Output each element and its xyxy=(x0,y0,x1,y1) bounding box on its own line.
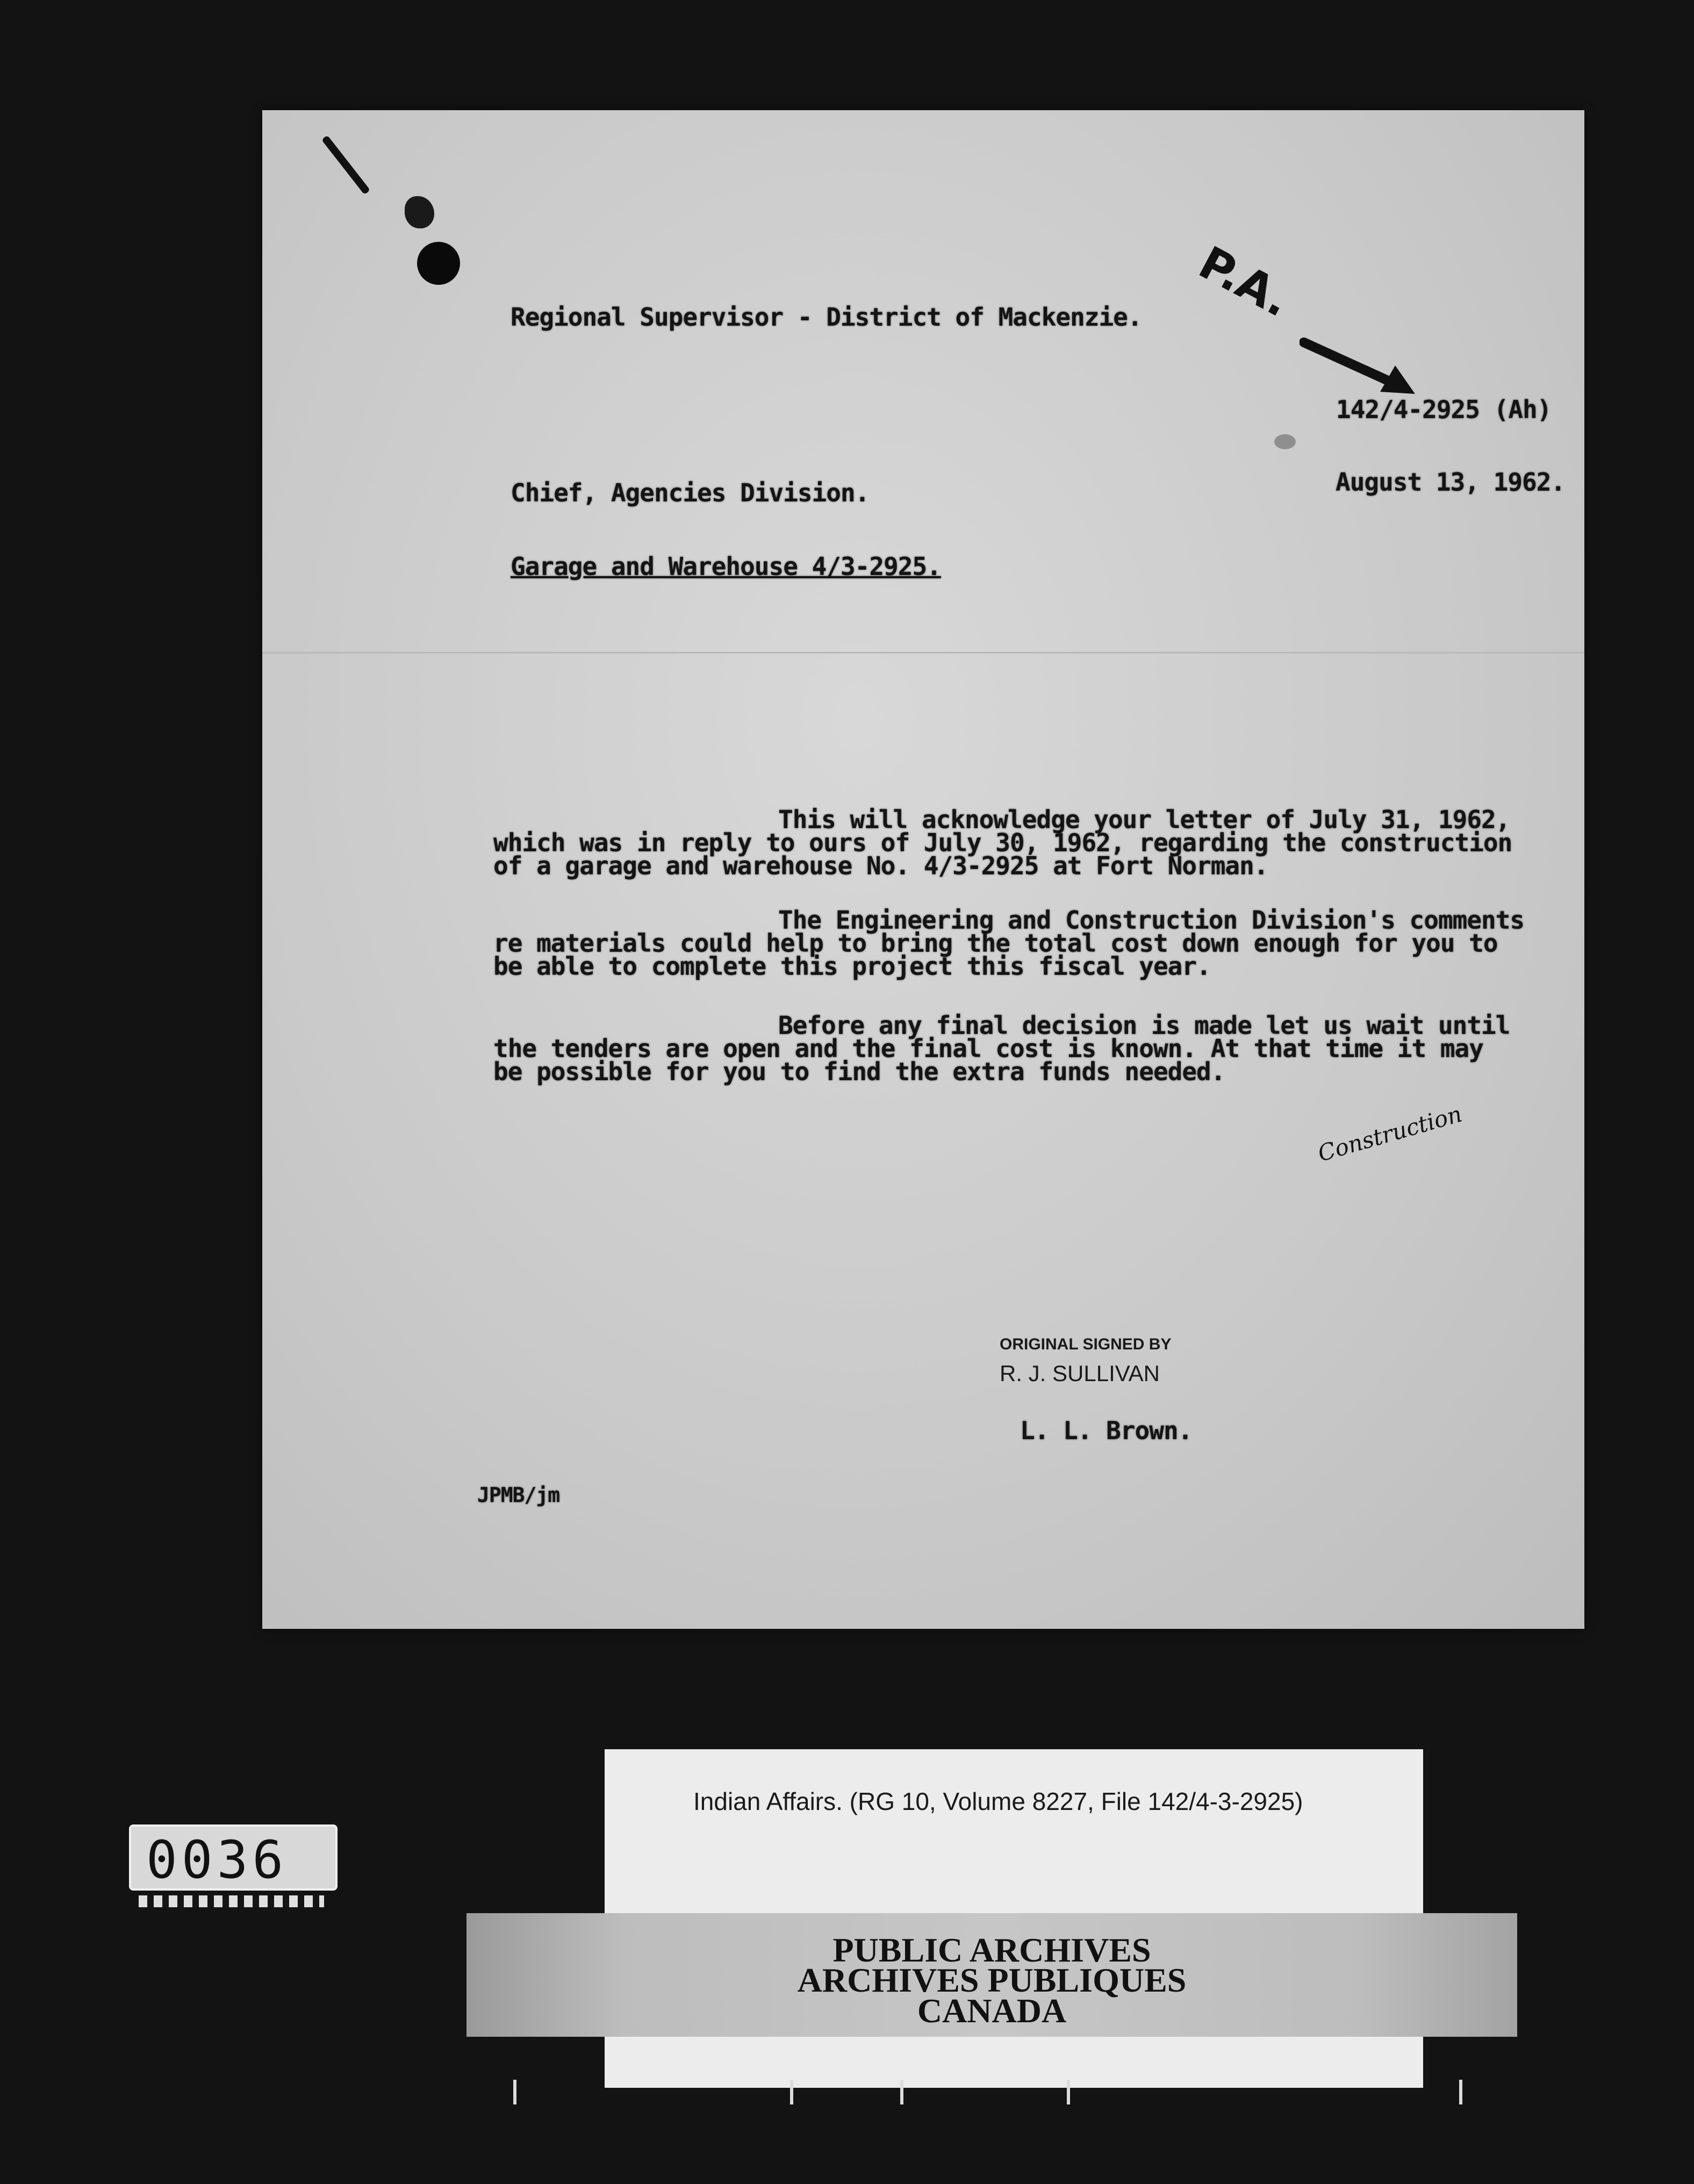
handwritten-annotation: Construction xyxy=(1315,1100,1465,1167)
film-edge-mark xyxy=(1459,2080,1462,2104)
sender-line: Chief, Agencies Division. xyxy=(511,478,870,507)
paragraph-2-line-2: re materials could help to bring the total cost down enough for you to xyxy=(493,929,1498,958)
signature-stamp-name: R. J. SULLIVAN xyxy=(1000,1361,1160,1386)
punch-hole xyxy=(417,242,460,285)
archive-stamp-line-3: CANADA xyxy=(917,1992,1067,2030)
letter-date: August 13, 1962. xyxy=(1336,468,1566,497)
pa-stamp: P.A. xyxy=(1190,236,1300,327)
frame-counter-value: 0036 xyxy=(146,1830,288,1890)
archive-citation: Indian Affairs. (RG 10, Volume 8227, File 142/4-3-2925) xyxy=(693,1787,1303,1815)
archive-stamp-line-1: PUBLIC ARCHIVES xyxy=(832,1931,1151,1969)
paragraph-3-line-3: be possible for you to find the extra funds needed. xyxy=(493,1057,1225,1086)
film-edge-mark xyxy=(790,2080,793,2104)
paragraph-2-line-1: The Engineering and Construction Division's comments xyxy=(778,906,1525,935)
signature-stamp-heading: ORIGINAL SIGNED BY xyxy=(1000,1335,1172,1353)
paragraph-2-line-3: be able to complete this project this fiscal year. xyxy=(493,952,1211,981)
frame-counter xyxy=(129,1824,338,1891)
film-sprockets xyxy=(139,1895,324,1907)
arrow-icon xyxy=(1300,336,1423,400)
smudge xyxy=(1274,434,1296,449)
archive-stamp-line-2: ARCHIVES PUBLIQUES xyxy=(797,1961,1187,1999)
file-number: 142/4-2925 (Ah) xyxy=(1336,395,1552,424)
paragraph-3-line-1: Before any final decision is made let us wait until xyxy=(778,1011,1510,1040)
typist-initials: JPMB/jm xyxy=(477,1483,560,1507)
film-edge-mark xyxy=(900,2080,903,2104)
paragraph-1-line-3: of a garage and warehouse No. 4/3-2925 at Fort Norman. xyxy=(493,851,1268,880)
film-edge-mark xyxy=(1067,2080,1070,2104)
subject-line: Garage and Warehouse 4/3-2925. xyxy=(511,552,941,581)
paragraph-3-line-2: the tenders are open and the final cost is known. At that time it may xyxy=(493,1034,1483,1063)
film-edge-mark xyxy=(513,2080,516,2104)
pen-mark xyxy=(321,135,370,195)
recipient-line: Regional Supervisor - District of Mackenzie. xyxy=(511,303,1142,332)
letter-page xyxy=(262,110,1584,1629)
paragraph-1-line-2: which was in reply to ours of July 30, 1962, regarding the construction xyxy=(493,828,1512,857)
signatory-name: L. L. Brown. xyxy=(1020,1416,1193,1445)
archive-stamp-band xyxy=(466,1913,1517,2037)
paragraph-1-line-1: This will acknowledge your letter of July 31, 1962, xyxy=(778,805,1510,834)
ink-blot xyxy=(405,196,434,228)
page-fold-line xyxy=(262,652,1584,653)
